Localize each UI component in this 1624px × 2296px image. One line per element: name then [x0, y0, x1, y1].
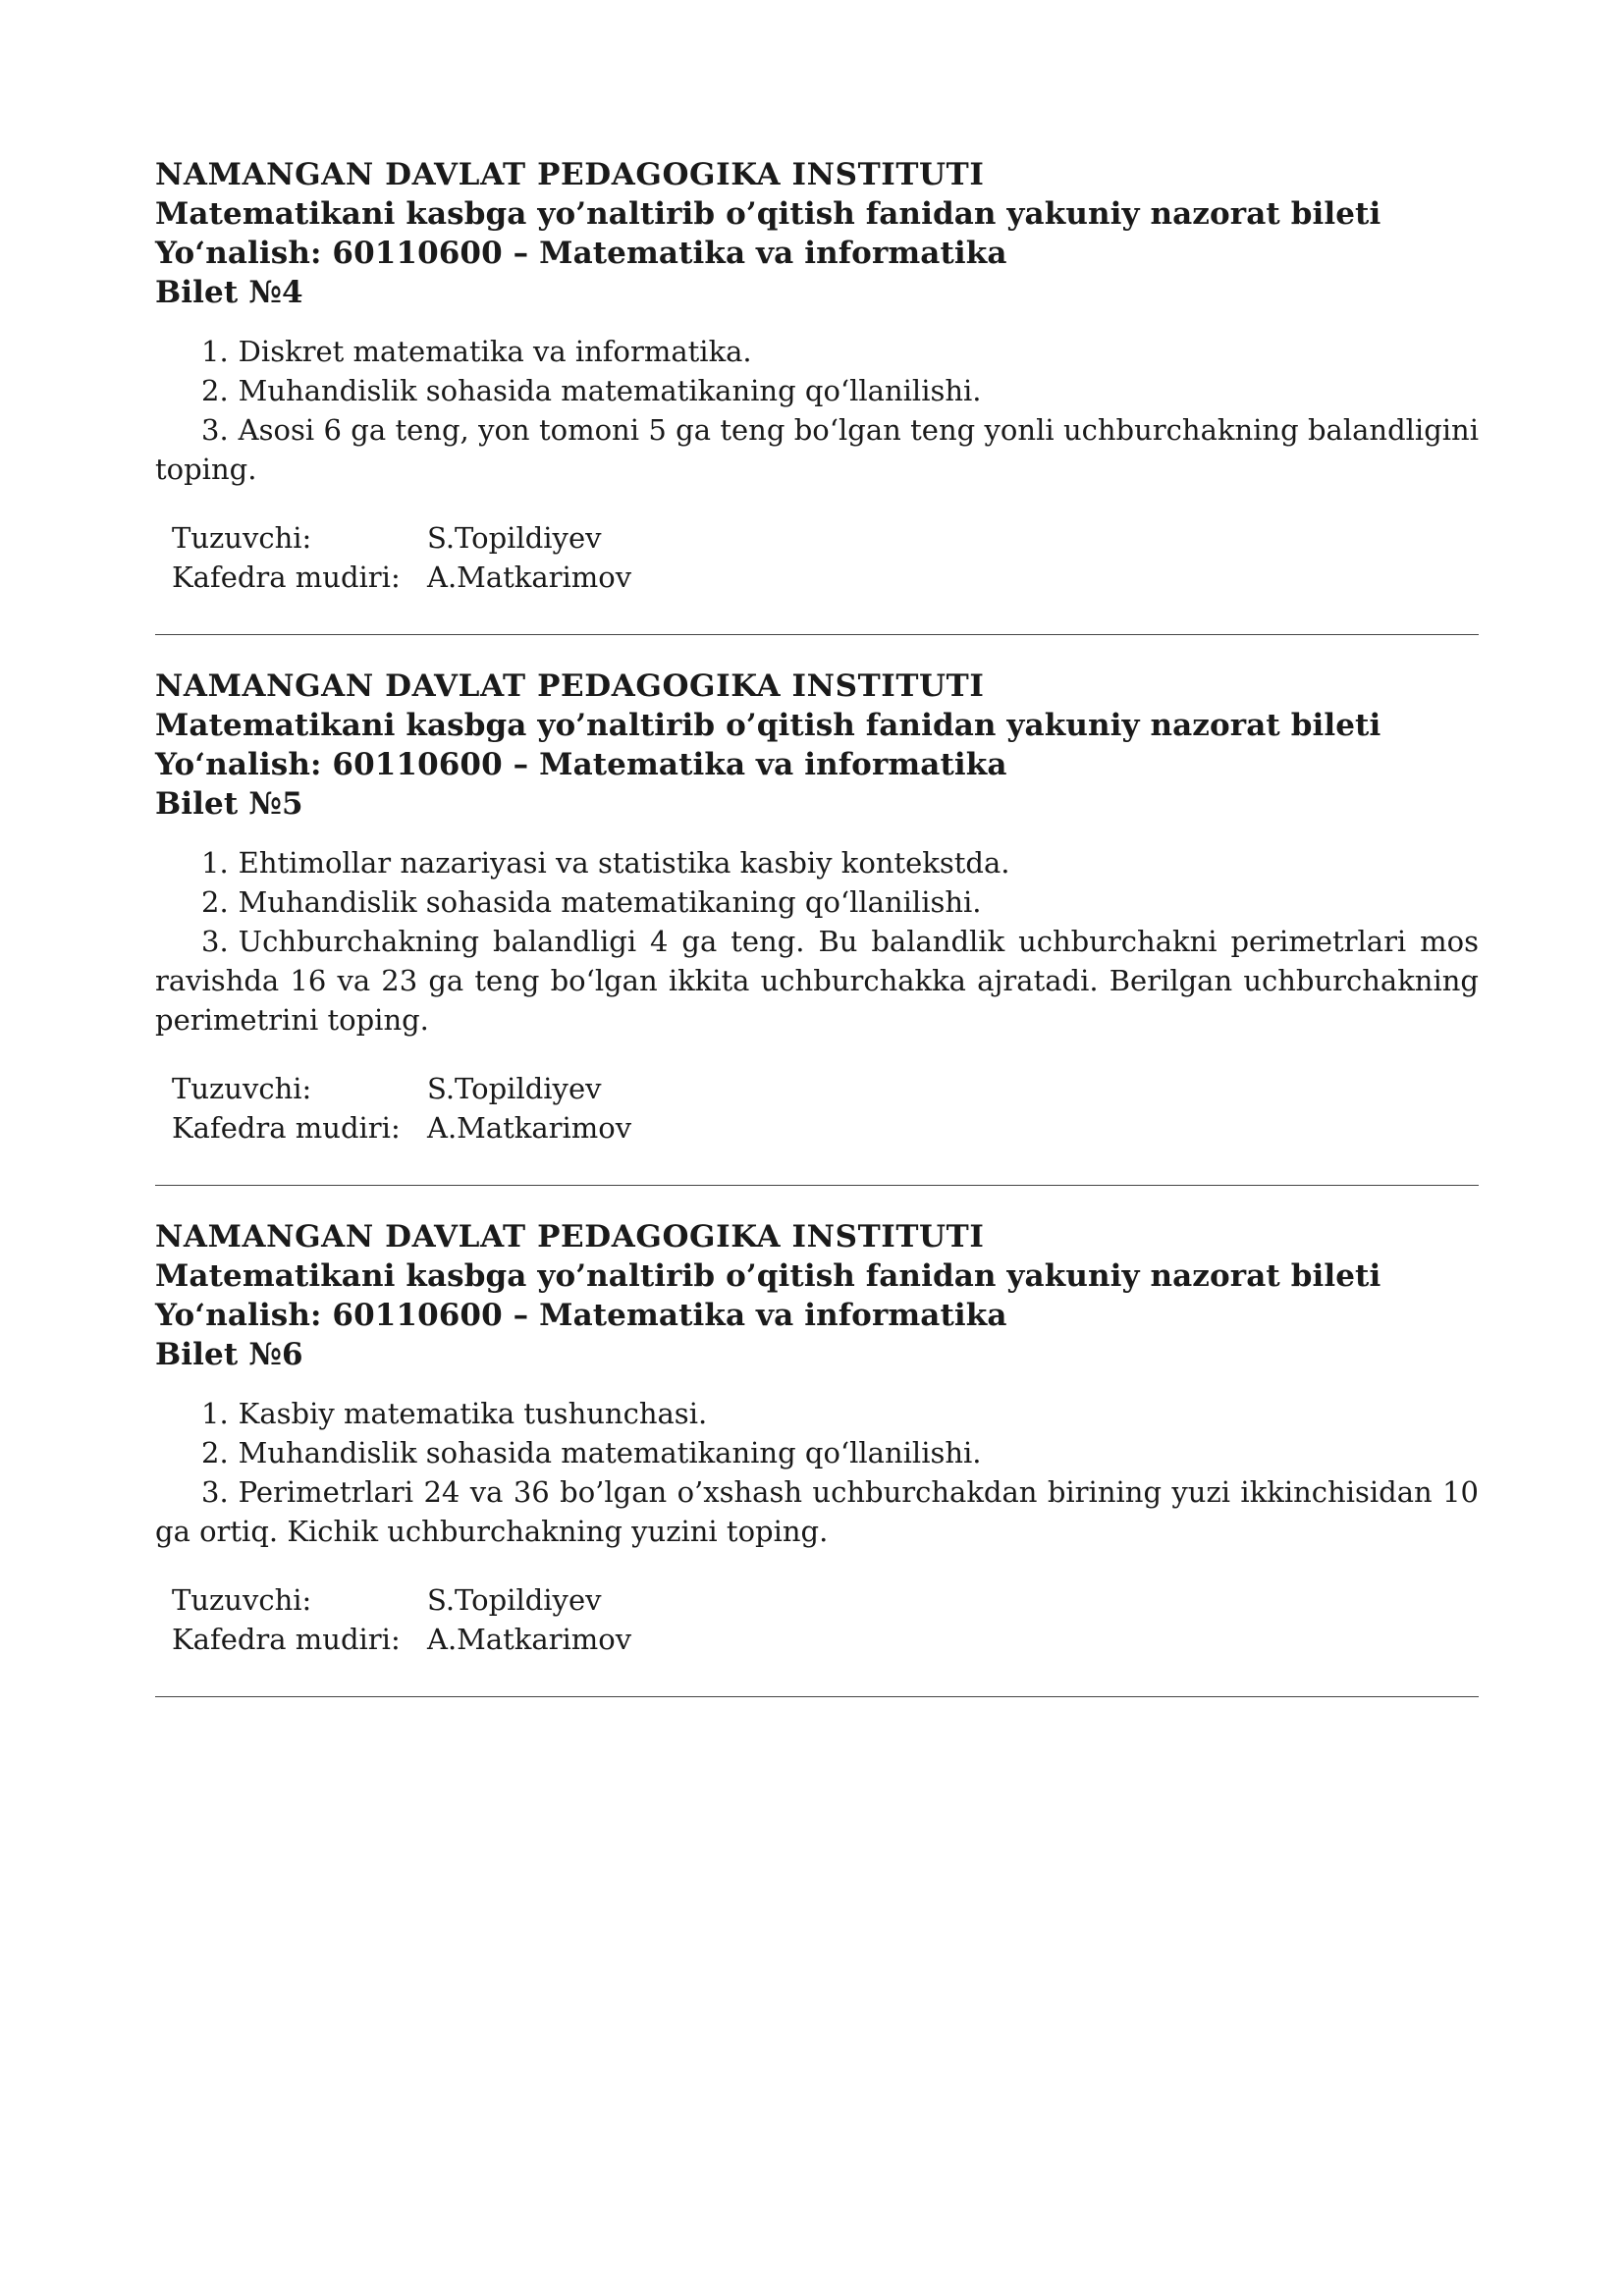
- ticket-divider: [155, 1696, 1479, 1697]
- question-number: 2.: [201, 885, 229, 919]
- compiler-name: S.Topildiyev: [427, 1583, 602, 1617]
- department-head-name: A.Matkarimov: [427, 1623, 632, 1656]
- question-text: Muhandislik sohasida matematikaning qo‘llanilishi.: [238, 1436, 982, 1469]
- signature-block: [155, 518, 1479, 597]
- document-page: [155, 155, 1479, 1729]
- direction-line: Yo‘nalish: 60110600 – Matematika va informatika: [155, 236, 1007, 271]
- ticket-5: [155, 667, 1479, 1148]
- question-number: 1.: [201, 1397, 229, 1430]
- question-list: [155, 1394, 1479, 1551]
- question-item: [155, 371, 1479, 410]
- department-head-name: A.Matkarimov: [427, 1111, 632, 1145]
- ticket-number: Bilet №4: [155, 275, 303, 310]
- question-item: [155, 882, 1479, 922]
- question-text: Kasbiy matematika tushunchasi.: [238, 1397, 708, 1430]
- question-item: [155, 1394, 1479, 1433]
- question-item: [155, 1472, 1479, 1551]
- question-item: [155, 332, 1479, 371]
- department-head-label: Kafedra mudiri:: [172, 1623, 401, 1656]
- question-item: [155, 843, 1479, 882]
- question-number: 2.: [201, 374, 229, 407]
- question-item: [155, 410, 1479, 489]
- question-number: 3.: [201, 925, 229, 958]
- department-head-name: A.Matkarimov: [427, 561, 632, 594]
- question-number: 2.: [201, 1436, 229, 1469]
- department-head-label: Kafedra mudiri:: [172, 561, 401, 594]
- question-text: Muhandislik sohasida matematikaning qo‘llanilishi.: [238, 374, 982, 407]
- direction-line: Yo‘nalish: 60110600 – Matematika va informatika: [155, 747, 1007, 782]
- subject-title: Matematikani kasbga yo’naltirib o’qitish fanidan yakuniy nazorat bileti: [155, 1258, 1381, 1294]
- question-number: 3.: [201, 413, 229, 447]
- question-text: Diskret matematika va informatika.: [238, 335, 752, 368]
- question-item: [155, 922, 1479, 1040]
- institute-name: NAMANGAN DAVLAT PEDAGOGIKA INSTITUTI: [155, 1219, 985, 1255]
- question-item: [155, 1433, 1479, 1472]
- subject-title: Matematikani kasbga yo’naltirib o’qitish fanidan yakuniy nazorat bileti: [155, 196, 1381, 232]
- subject-title: Matematikani kasbga yo’naltirib o’qitish fanidan yakuniy nazorat bileti: [155, 708, 1381, 743]
- question-text: Ehtimollar nazariyasi va statistika kasbiy kontekstda.: [238, 846, 1010, 880]
- ticket-number: Bilet №5: [155, 786, 303, 822]
- direction-line: Yo‘nalish: 60110600 – Matematika va informatika: [155, 1298, 1007, 1333]
- question-text: Uchburchakning balandligi 4 ga teng. Bu balandlik uchburchakni perimetrlari mos ravishda 16 va 23 ga teng bo‘lgan ikkita uchburchakka ajratadi. Berilgan uchburchakning perimetrini toping.: [155, 925, 1479, 1037]
- ticket-6: [155, 1217, 1479, 1659]
- ticket-number: Bilet №6: [155, 1337, 303, 1372]
- question-text: Muhandislik sohasida matematikaning qo‘llanilishi.: [238, 885, 982, 919]
- question-text: Asosi 6 ga teng, yon tomoni 5 ga teng bo‘lgan teng yonli uchburchakning balandligini toping.: [155, 413, 1479, 486]
- compiler-label: Tuzuvchi:: [172, 521, 312, 555]
- question-text: Perimetrlari 24 va 36 bo’lgan o’xshash uchburchakdan birining yuzi ikkinchisidan 10 ga ortiq. Kichik uchburchakning yuzini toping.: [155, 1475, 1479, 1548]
- compiler-name: S.Topildiyev: [427, 521, 602, 555]
- compiler-label: Tuzuvchi:: [172, 1583, 312, 1617]
- question-number: 3.: [201, 1475, 229, 1509]
- institute-name: NAMANGAN DAVLAT PEDAGOGIKA INSTITUTI: [155, 157, 985, 192]
- signature-block: [155, 1069, 1479, 1148]
- department-head-label: Kafedra mudiri:: [172, 1111, 401, 1145]
- ticket-4: [155, 155, 1479, 597]
- question-list: [155, 332, 1479, 489]
- question-number: 1.: [201, 335, 229, 368]
- compiler-label: Tuzuvchi:: [172, 1072, 312, 1105]
- institute-name: NAMANGAN DAVLAT PEDAGOGIKA INSTITUTI: [155, 668, 985, 704]
- signature-block: [155, 1580, 1479, 1659]
- compiler-name: S.Topildiyev: [427, 1072, 602, 1105]
- ticket-divider: [155, 1185, 1479, 1186]
- question-list: [155, 843, 1479, 1040]
- question-number: 1.: [201, 846, 229, 880]
- ticket-divider: [155, 634, 1479, 635]
